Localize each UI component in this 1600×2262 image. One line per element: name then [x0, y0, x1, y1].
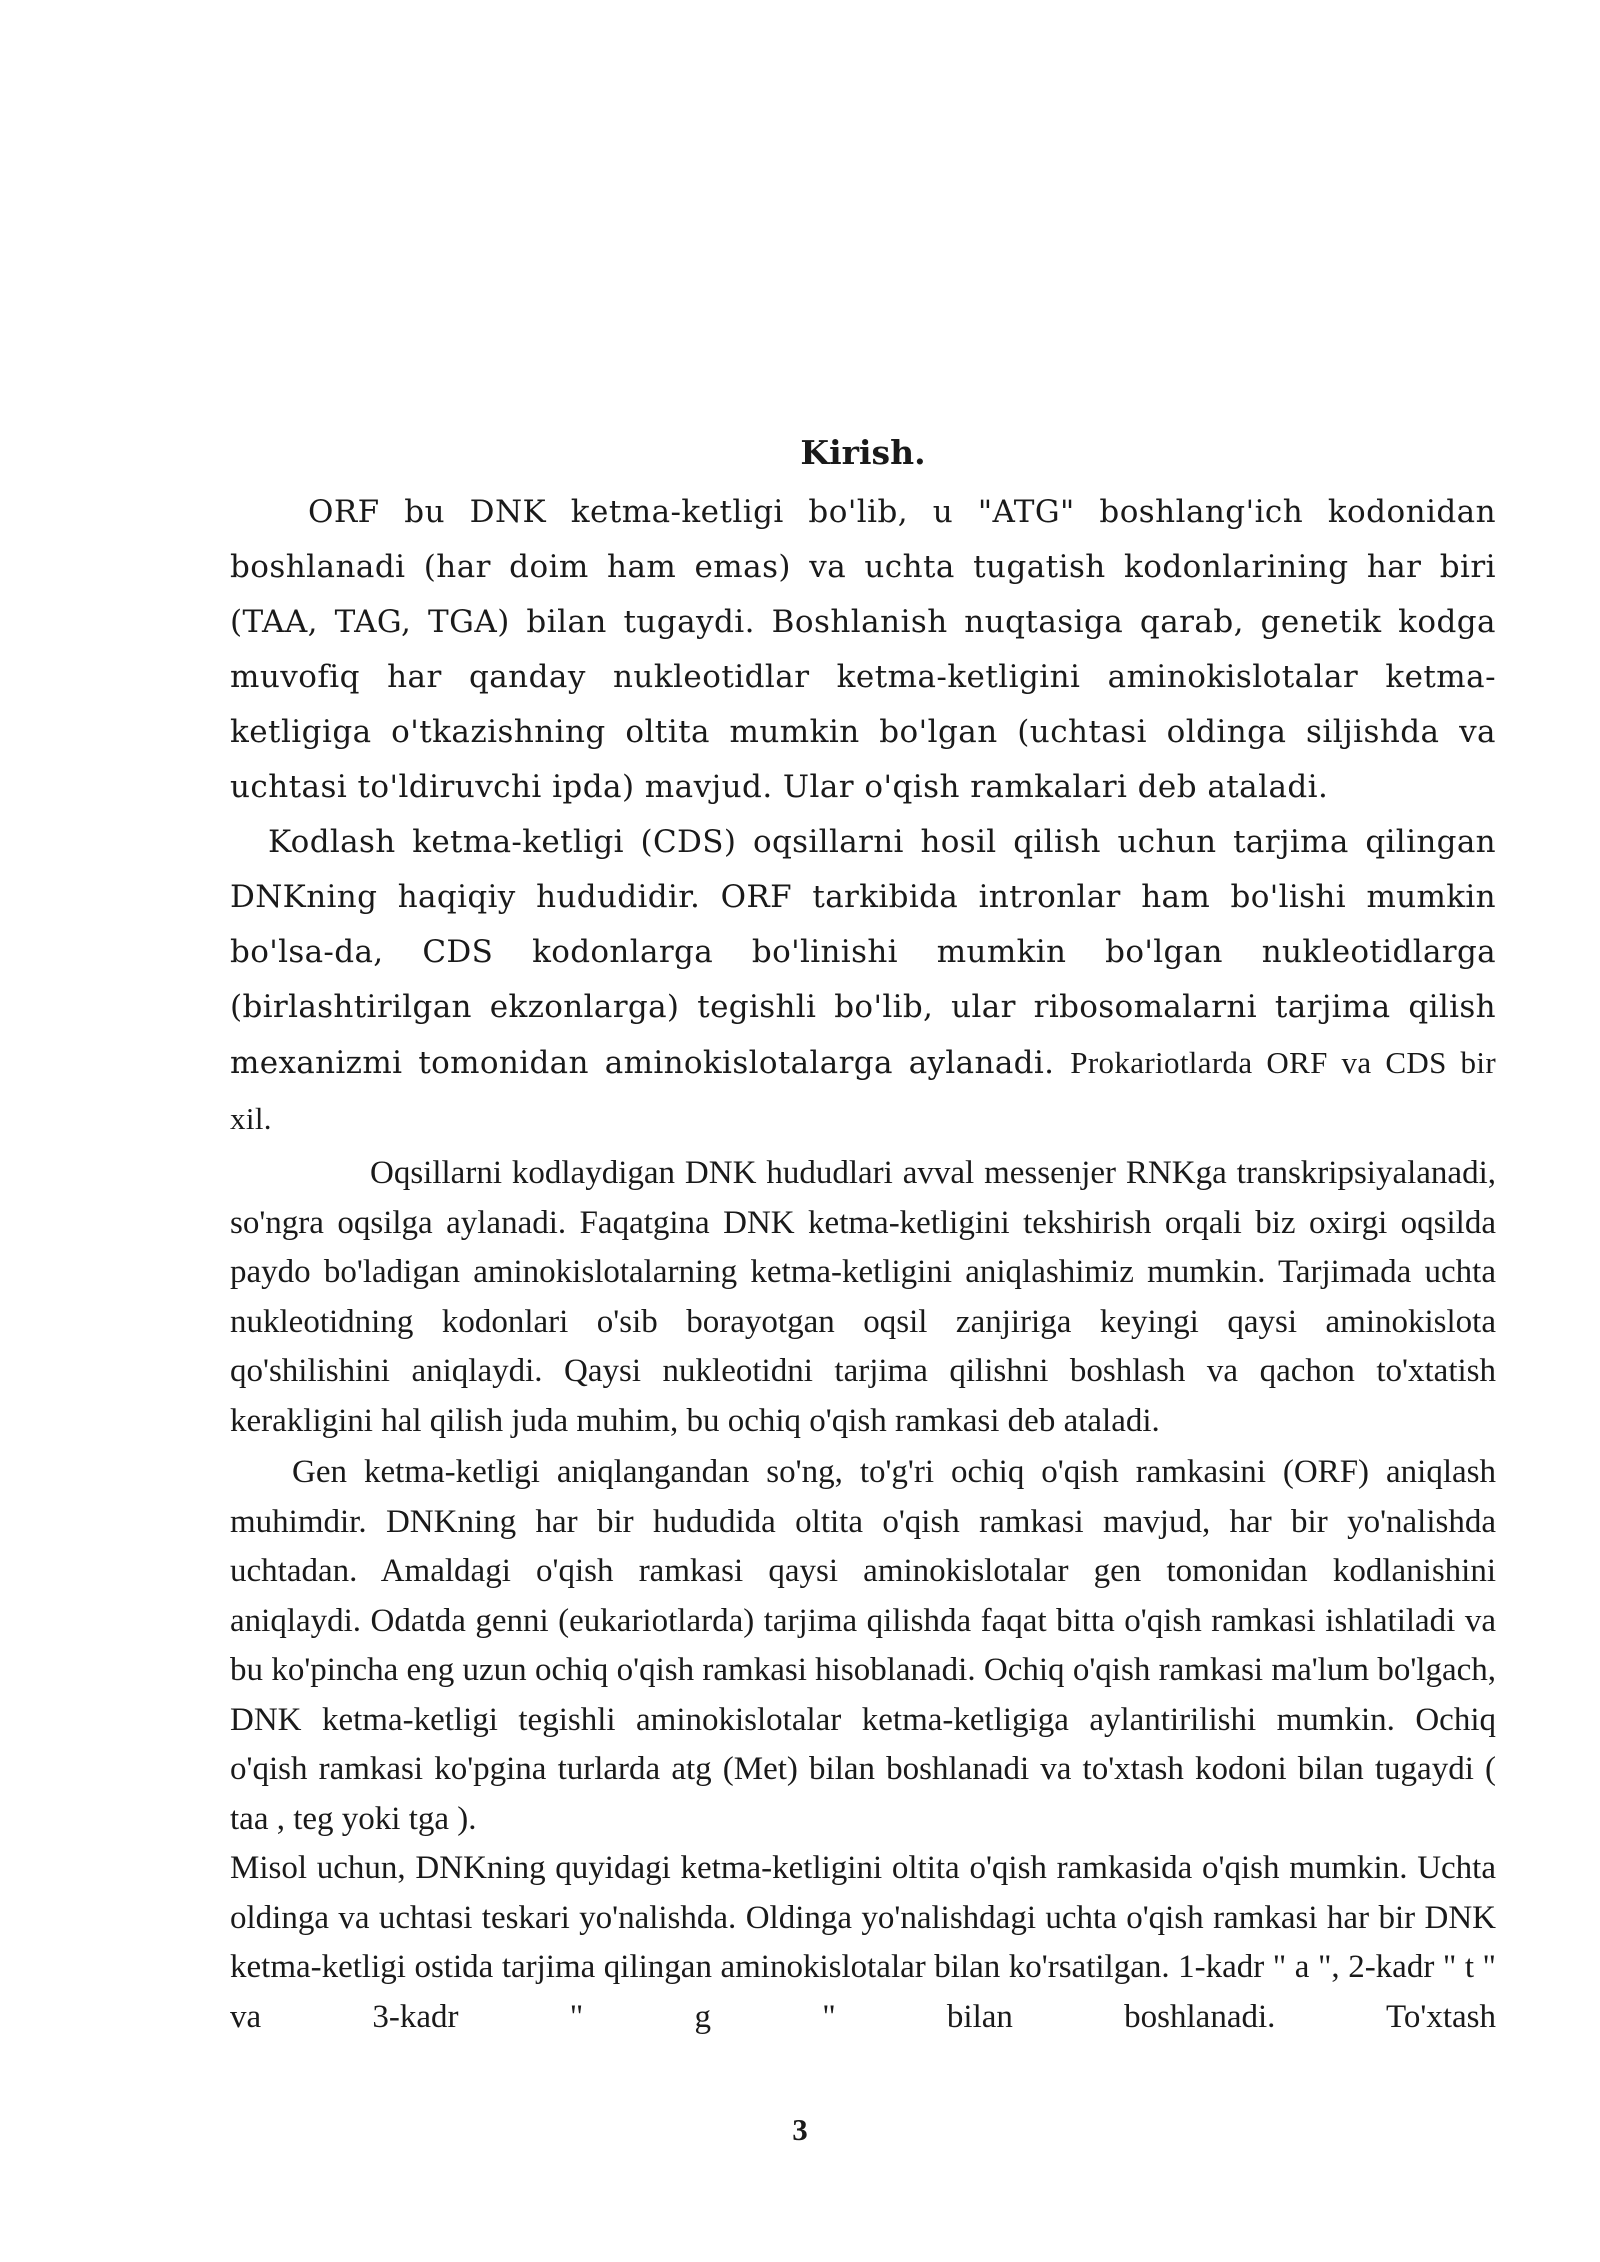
paragraph-reading-frame: Gen ketma-ketligi aniqlangandan so'ng, to'g'ri ochiq o'qish ramkasini (ORF) aniqlash muhimdir. DNKning har bir hududida oltita o'qish ramkasi mavjud, har bir yo'nalishda uchtadan. Amaldagi o'qish ramkasi qaysi aminokislotalar gen tomonidan kodlanishini aniqlaydi. Odatda genni (eukariotlarda) tarjima qilishda faqat bitta o'qish ramkasi ishlatiladi va bu ko'pincha eng uzun ochiq o'qish ramkasi hisoblanadi. Ochiq o'qish ramkasi ma'lum bo'lgach, DNK ketma-ketligi tegishli aminokislotalar ketma-ketligiga aylantirilishi mumkin. Ochiq o'qish ramkasi ko'pgina turlarda atg (Met) bilan boshlanadi va to'xtash kodoni bilan tugaydi ( taa , teg yoki tga ). [230, 1454, 1496, 1837]
page-body [230, 425, 1496, 2042]
paragraph-cds-definition [230, 815, 1496, 1147]
paragraph-example: Misol uchun, DNKning quyidagi ketma-ketligini oltita o'qish ramkasida o'qish mumkin. Uchta oldinga va uchtasi teskari yo'nalishda. Oldinga yo'nalishdagi uchta o'qish ramkasi har bir DNK ketma-ketligi ostida tarjima qilingan aminokislotalar bilan ko'rsatilgan. 1-kadr " a ", 2-kadr " t " va 3-kadr " g " bilan boshlanadi. To'xtash [230, 1850, 1496, 2035]
page-number: 3 [792, 2112, 808, 2147]
paragraph-cds-main-text: Kodlash ketma-ketligi (CDS) oqsillarni hosil qilish uchun tarjima qilingan DNKning haqiqiy hududidir. ORF tarkibida intronlar ham bo'lishi mumkin bo'lsa-da, CDS kodonlarga bo'linishi mumkin bo'lgan nukleotidlarga (birlashtirilgan ekzonlarga) tegishli bo'lib, ular ribosomalarni tarjima qilish mexanizmi tomonidan aminokislotalarga aylanadi. [230, 824, 1496, 1081]
paragraph-orf-definition: ORF bu DNK ketma-ketligi bo'lib, u "ATG" boshlang'ich kodonidan boshlanadi (har doim ham emas) va uchta tugatish kodonlarining har biri (TAA, TAG, TGA) bilan tugaydi. Boshlanish nuqtasiga qarab, genetik kodga muvofiq har qanday nukleotidlar ketma-ketligini aminokislotalar ketma-ketligiga o'tkazishning oltita mumkin bo'lgan (uchtasi oldinga siljishda va uchtasi to'ldiruvchi ipda) mavjud. Ular o'qish ramkalari deb ataladi. [230, 494, 1496, 805]
paragraph-protein-coding: Oqsillarni kodlaydigan DNK hududlari avval messenjer RNKga transkripsiyalanadi, so'ngra oqsilga aylanadi. Faqatgina DNK ketma-ketligini tekshirish orqali biz oxirgi oqsilda paydo bo'ladigan aminokislotalarning ketma-ketligini aniqlashimiz mumkin. Tarjimada uchta nukleotidning kodonlari o'sib borayotgan oqsil zanjiriga keyingi qaysi aminokislota qo'shilishini aniqlaydi. Qaysi nukleotidni tarjima qilishni boshlash va qachon to'xtatish kerakligini hal qilish juda muhim, bu ochiq o'qish ramkasi deb ataladi. [230, 1155, 1496, 1439]
paragraph-cds-tail-text: Prokariotlarda ORF va CDS bir xil. [230, 1045, 1496, 1136]
section-title: Kirish. [800, 433, 926, 472]
